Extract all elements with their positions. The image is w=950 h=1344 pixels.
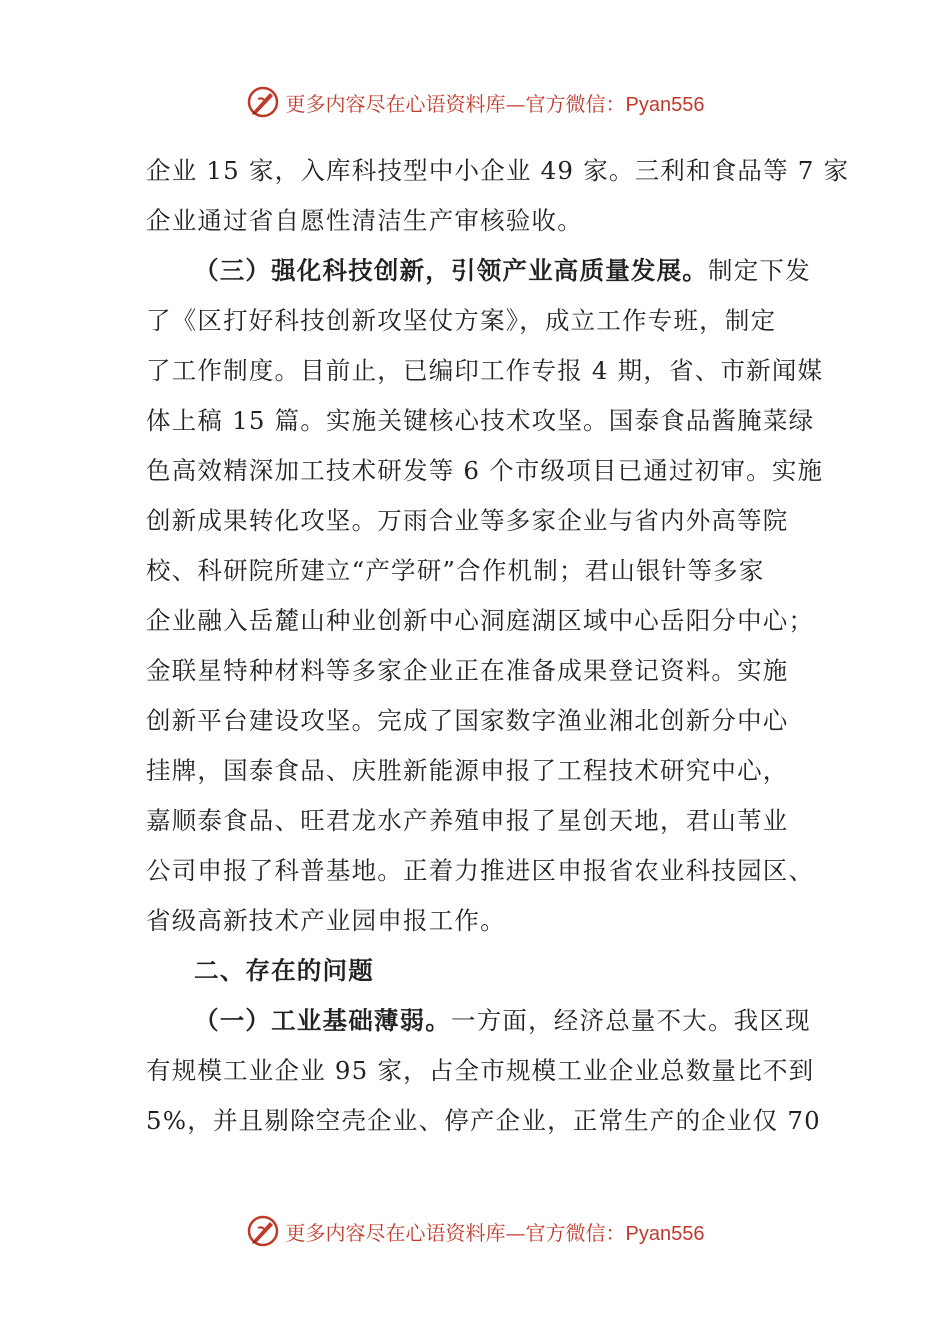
- text-line: 金联星特种材料等多家企业正在准备成果登记资料。实施: [146, 656, 789, 685]
- text-line: 了工作制度。目前止，已编印工作专报 4 期，省、市新闻媒: [146, 356, 824, 385]
- text-line: 创新成果转化攻坚。万雨合业等多家企业与省内外高等院: [146, 506, 789, 535]
- text-line: 挂牌，国泰食品、庆胜新能源申报了工程技术研究中心，: [146, 756, 789, 785]
- text-line: 校、科研院所建立“产学研”合作机制；君山银针等多家: [146, 556, 765, 585]
- watermark-text: 更多内容尽在心语资料库—官方微信：Pyan556: [285, 1220, 705, 1245]
- paragraph-text: 制定下发: [708, 256, 811, 285]
- text-line: 5%，并且剔除空壳企业、停产企业，正常生产的企业仅 70: [146, 1106, 821, 1135]
- text-line: 省级高新技术产业园申报工作。: [146, 906, 506, 935]
- text-line: 有规模工业企业 95 家，占全市规模工业企业总数量比不到: [146, 1056, 815, 1085]
- watermark-text: 更多内容尽在心语资料库—官方微信：Pyan556: [285, 91, 705, 116]
- text-line: 企业 15 家，入库科技型中小企业 49 家。三利和食品等 7 家: [146, 156, 850, 185]
- text-line: 色高效精深加工技术研发等 6 个市级项目已通过初审。实施: [146, 456, 824, 485]
- watermark-banner-bottom: [0, 1211, 950, 1251]
- text-line: 企业通过省自愿性清洁生产审核验收。: [146, 206, 583, 235]
- text-line: [146, 246, 816, 296]
- text-line: 了《区打好科技创新攻坚仗方案》，成立工作专班，制定: [146, 306, 777, 335]
- paragraph-text: 一方面，经济总量不大。我区现: [451, 1006, 811, 1035]
- text-line: 创新平台建设攻坚。完成了国家数字渔业湘北创新分中心: [146, 706, 789, 735]
- pen-logo-icon: [246, 85, 280, 119]
- section-heading: （一）工业基础薄弱。: [194, 1006, 451, 1035]
- section-heading: （三）强化科技创新，引领产业高质量发展。: [194, 256, 708, 285]
- text-line: 体上稿 15 篇。实施关键核心技术攻坚。国泰食品酱腌菜绿: [146, 406, 815, 435]
- document-body: [146, 146, 850, 1146]
- section-heading: 二、存在的问题: [194, 956, 374, 985]
- pen-logo-icon: [246, 1214, 280, 1248]
- text-line: 嘉顺泰食品、旺君龙水产养殖申报了星创天地，君山苇业: [146, 806, 789, 835]
- text-line: [146, 996, 816, 1046]
- text-line: 公司申报了科普基地。正着力推进区申报省农业科技园区、: [146, 856, 815, 885]
- text-line: 企业融入岳麓山种业创新中心洞庭湖区域中心岳阳分中心；: [146, 606, 815, 635]
- watermark-banner-top: [0, 82, 950, 122]
- text-line: [146, 946, 816, 996]
